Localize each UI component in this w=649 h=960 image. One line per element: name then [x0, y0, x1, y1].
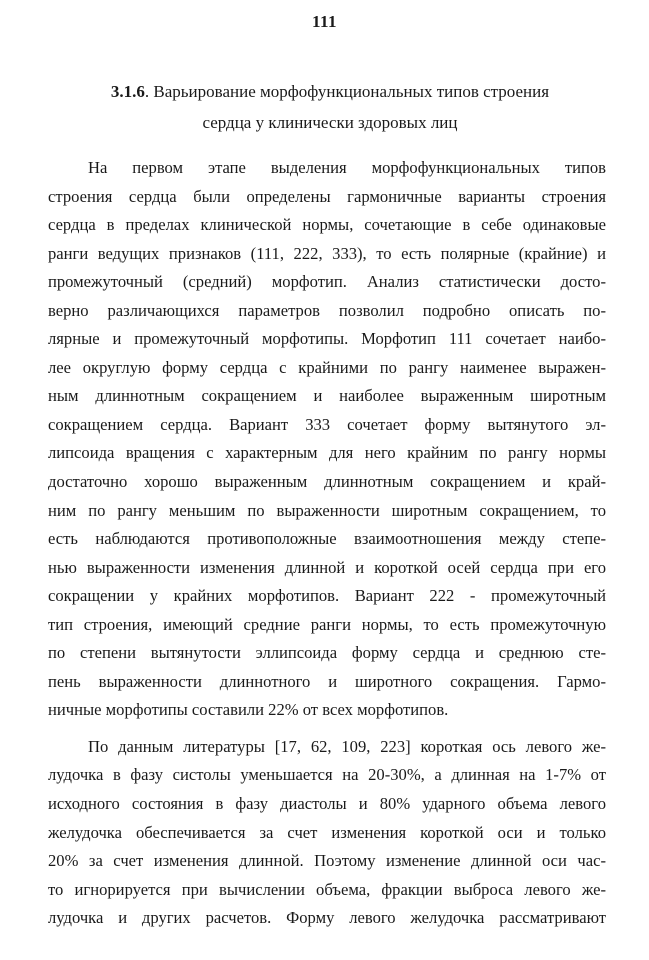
- text-line: строения сердца были определены гармоничные варианты строения: [48, 186, 606, 206]
- text-line: верно различающихся параметров позволил подробно описать по-: [48, 300, 606, 320]
- text-line: липсоида вращения с характерным для него крайним по рангу нормы: [48, 443, 606, 463]
- text-line: ним по рангу меньшим по выраженности широтным сокращением, то: [48, 500, 606, 520]
- text-line: сокращении у крайних морфотипов. Вариант 222 - промежуточный: [48, 586, 606, 606]
- page-number: 111: [311, 12, 338, 31]
- text-line: желудочка обеспечивается за счет изменения короткой оси и только: [48, 822, 606, 842]
- section-title-part-1: . Варьирование морфофункциональных типов строения: [144, 82, 550, 101]
- text-line: то игнорируется при вычислении объема, фракции выброса левого же-: [48, 879, 606, 899]
- text-line: пень выраженности длиннотного и широтного сокращения. Гармо-: [48, 671, 606, 691]
- text-line: лярные и промежуточный морфотипы. Морфотип 111 сочетает наибо-: [48, 329, 606, 349]
- text-line: лее округлую форму сердца с крайними по рангу наименее выражен-: [48, 357, 606, 377]
- text-line: ным длиннотным сокращением и наиболее выраженным широтным: [48, 386, 606, 406]
- text-line: достаточно хорошо выраженным длиннотным сокращением и край-: [48, 472, 606, 492]
- section-heading-line-1: [60, 76, 600, 107]
- text-line: нью выраженности изменения длинной и короткой осей сердца при его: [48, 557, 606, 577]
- text-line: по степени вытянутости эллипсоида форму сердца и среднюю сте-: [48, 643, 606, 663]
- text-line: сокращением сердца. Вариант 333 сочетает форму вытянутого эл-: [48, 414, 606, 434]
- section-heading: [60, 76, 600, 138]
- text-line: 20% за счет изменения длинной. Поэтому изменение длинной оси час-: [48, 851, 606, 871]
- text-line: лудочка и других расчетов. Форму левого желудочка рассматривают: [48, 908, 606, 928]
- text-line: тип строения, имеющий средние ранги нормы, то есть промежуточную: [48, 614, 606, 634]
- text-line: ничные морфотипы составили 22% от всех морфотипов.: [48, 700, 449, 720]
- text-line: лудочка в фазу систолы уменьшается на 20-30%, а длинная на 1-7% от: [48, 765, 606, 785]
- text-line: сердца в пределах клинической нормы, сочетающие в себе одинаковые: [48, 215, 606, 235]
- text-line: исходного состояния в фазу диастолы и 80% ударного объема левого: [48, 794, 606, 814]
- paragraph-2: [48, 733, 606, 933]
- paragraph-1: [48, 154, 606, 725]
- body-text: [48, 154, 606, 933]
- text-line: На первом этапе выделения морфофункциональных типов: [88, 158, 606, 177]
- text-line: промежуточный (средний) морфотип. Анализ статистически досто-: [48, 272, 606, 292]
- section-number: 3.1.6: [110, 82, 145, 101]
- text-line: есть наблюдаются противоположные взаимоотношения между степе-: [48, 529, 606, 549]
- section-heading-line-2: сердца у клинически здоровых лиц: [202, 113, 458, 132]
- text-line: По данным литературы [17, 62, 109, 223] короткая ось левого же-: [88, 736, 606, 756]
- text-line: ранги ведущих признаков (111, 222, 333), то есть полярные (крайние) и: [48, 243, 606, 263]
